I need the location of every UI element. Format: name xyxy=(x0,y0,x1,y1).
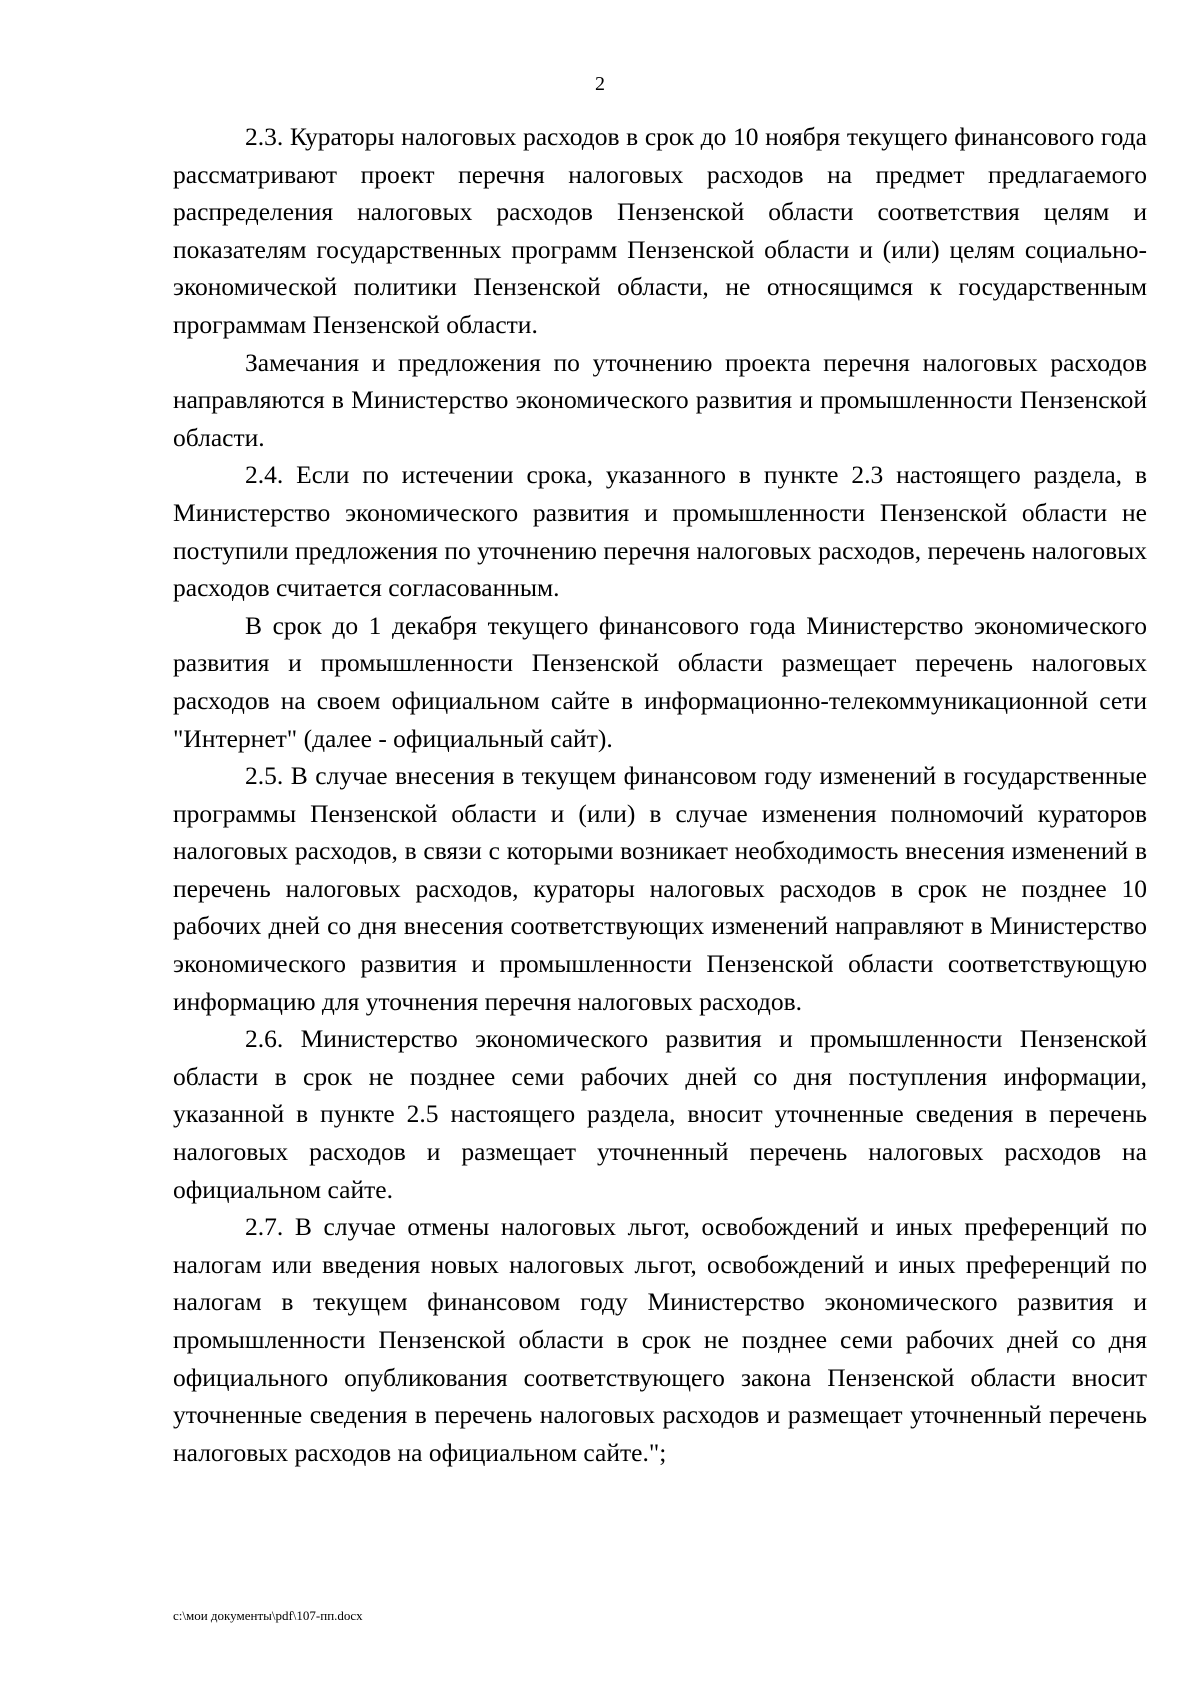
paragraph-2-4: 2.4. Если по истечении срока, указанного в пункте 2.3 настоящего раздела, в Министерство экономического развития и промышленности Пензенской области не поступили предложения по уточнению перечня налоговых расходов, перечень налоговых расходов считается согласованным. xyxy=(173,460,1147,603)
paragraph-2-6: 2.6. Министерство экономического развития и промышленности Пензенской области в срок не позднее семи рабочих дней со дня поступления информации, указанной в пункте 2.5 настоящего раздела, вносит уточненные сведения в перечень налоговых расходов и размещает уточненный перечень налоговых расходов на официальном сайте. xyxy=(173,1024,1147,1204)
page-number: 2 xyxy=(595,73,605,95)
paragraph-2-7: 2.7. В случае отмены налоговых льгот, освобождений и иных преференций по налогам или введения новых налоговых льгот, освобождений и иных преференций по налогам в текущем финансовом году Министерство экономического развития и промышленности Пензенской области в срок не позднее семи рабочих дней со дня официального опубликования соответствующего закона Пензенской области вносит уточненные сведения в перечень налоговых расходов и размещает уточненный перечень налоговых расходов на официальном сайте."; xyxy=(173,1212,1147,1467)
paragraph-december-deadline: В срок до 1 декабря текущего финансового года Министерство экономического развития и промышленности Пензенской области размещает перечень налоговых расходов на своем официальном сайте в информационно-телекоммуникационной сети "Интернет" (далее - официальный сайт). xyxy=(173,610,1147,753)
paragraph-remarks: Замечания и предложения по уточнению проекта перечня налоговых расходов направляются в Министерство экономического развития и промышленности Пензенской области. xyxy=(173,347,1147,452)
footer-file-path: c:\мои документы\pdf\107-пп.docx xyxy=(173,1608,363,1623)
document-body xyxy=(173,118,1147,1471)
paragraph-2-5: 2.5. В случае внесения в текущем финансовом году изменений в государственные программы Пензенской области и (или) в случае изменения полномочий кураторов налоговых расходов, в связи с которыми возникает необходимость внесения изменений в перечень налоговых расходов, кураторы налоговых расходов в срок не позднее 10 рабочих дней со дня внесения соответствующих изменений направляют в Министерство экономического развития и промышленности Пензенской области соответствующую информацию для уточнения перечня налоговых расходов. xyxy=(173,761,1147,1016)
paragraph-2-3: 2.3. Кураторы налоговых расходов в срок до 10 ноября текущего финансового года рассматривают проект перечня налоговых расходов на предмет предлагаемого распределения налоговых расходов Пензенской области соответствия целям и показателям государственных программ Пензенской области и (или) целям социально-экономической политики Пензенской области, не относящимся к государственным программам Пензенской области. xyxy=(173,122,1147,339)
